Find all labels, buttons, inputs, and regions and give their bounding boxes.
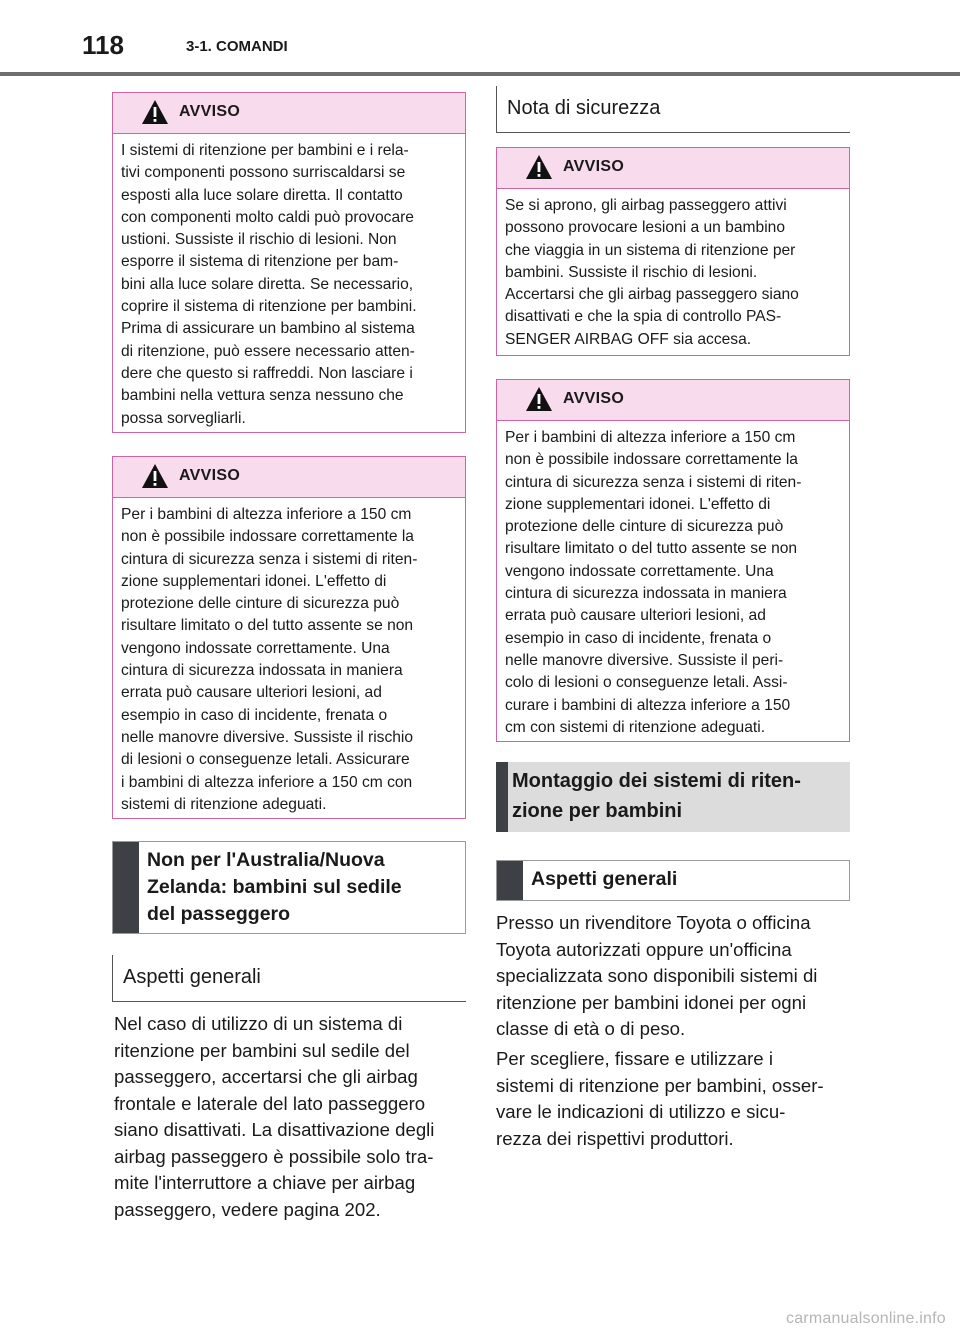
page-number: 118 xyxy=(82,30,124,60)
warning-text: Per i bambini di altezza inferiore a 150 cm non è possibile indossare correttamente la cintura di sicurezza senza i sistemi di riten- zione supplementari idonei. L'effetto di protezione delle cinture di sicurezza può risultare limitato o del tutto assente se non vengono indossate correttamente. Una cintura di sicurezza indossata in maniera errata può causare ulteriori lesioni, ad esempio in caso di incidente, frenata o nelle manovre diversive. Sussiste il rischio di lesioni o conseguenze letali. Assicurare i bambini di altezza inferiore a 150 cm con sistemi di ritenzione adeguati. xyxy=(121,506,418,813)
body-paragraph: Presso un rivenditore Toyota o officina Toyota autorizzati oppure un'officina specializzata sono disponibili sistemi di ritenzione per bambini idonei per ogni classe di età o di peso. xyxy=(496,912,818,1039)
warning-triangle-icon xyxy=(525,154,553,180)
heading-text: Aspetti generali xyxy=(531,868,678,890)
warning-label: AVVISO xyxy=(179,103,241,120)
warning-text: I sistemi di ritenzione per bambini e i rela- tivi componenti possono surriscaldarsi se esposti alla luce solare diretta. Il contatto con componenti molto caldi può provocare ustioni. Sussiste il rischio di lesioni. Non esporre il sistema di ritenzione per bam- bini alla luce solare diretta. Se necessario, coprire il sistema di ritenzione per bambini. Prima di assicurare un bambino al sistema di ritenzione, può essere necessario atten- dere che questo si raffreddi. Non lasciare i bambini nella vettura senza nessuno che possa sorvegliarli. xyxy=(121,142,417,427)
heading-text: Montaggio dei sistemi di riten- zione per bambini xyxy=(512,770,801,822)
warning-triangle-icon xyxy=(141,99,169,125)
subsection-title xyxy=(112,955,466,1002)
heading-bar xyxy=(113,842,139,933)
warning-triangle-icon xyxy=(525,386,553,412)
warning-box xyxy=(496,379,850,742)
heading-bar xyxy=(497,861,523,900)
heading-text: Non per l'Australia/Nuova Zelanda: bambini sul sedile del passeggero xyxy=(147,849,402,925)
warning-label: AVVISO xyxy=(563,390,625,407)
chapter-title: 3-1. COMANDI xyxy=(186,38,288,55)
chapter-section-heading xyxy=(496,762,850,832)
warning-header xyxy=(113,457,465,498)
section-heading xyxy=(496,860,850,901)
warning-box xyxy=(112,92,466,433)
warning-label: AVVISO xyxy=(179,467,241,484)
heading-bar xyxy=(496,762,508,832)
body-paragraph: Nel caso di utilizzo di un sistema di ritenzione per bambini sul sedile del passeggero, accertarsi che gli airbag frontale e laterale del lato passeggero siano disattivati. La disattivazione degli airbag passeggero è possibile solo tra- mite l'interruttore a chiave per airbag passeggero, vedere pagina 202. xyxy=(114,1013,435,1220)
subsection-title-text: Nota di sicurezza xyxy=(507,97,661,119)
warning-box xyxy=(112,456,466,819)
section-heading xyxy=(112,841,466,934)
warning-box xyxy=(496,147,850,356)
watermark: carmanualsonline.info xyxy=(786,1310,946,1327)
warning-text: Se si aprono, gli airbag passeggero attivi possono provocare lesioni a un bambino che viaggia in un sistema di ritenzione per bambini. Sussiste il rischio di lesioni. Accertarsi che gli airbag passeggero siano disattivati e che la spia di controllo PAS- SENGER AIRBAG OFF sia accesa. xyxy=(505,197,799,348)
warning-triangle-icon xyxy=(141,463,169,489)
subsection-title xyxy=(496,86,850,133)
warning-header xyxy=(113,93,465,134)
warning-header xyxy=(497,148,849,189)
header-divider xyxy=(0,72,960,76)
warning-label: AVVISO xyxy=(563,158,625,175)
warning-text: Per i bambini di altezza inferiore a 150 cm non è possibile indossare correttamente la cintura di sicurezza senza i sistemi di riten- zione supplementari idonei. L'effetto di protezione delle cinture di sicurezza può risultare limitato o del tutto assente se non vengono indossate correttamente. Una cintura di sicurezza indossata in maniera errata può causare ulteriori lesioni, ad esempio in caso di incidente, frenata o nelle manovre diversive. Sussiste il peri- colo di lesioni o conseguenze letali. Assi- curare i bambini di altezza inferiore a 150 cm con sistemi di ritenzione adeguati. xyxy=(505,429,802,736)
body-paragraph: Per scegliere, fissare e utilizzare i sistemi di ritenzione per bambini, osser- vare le indicazioni di utilizzo e sicu- rezza dei rispettivi produttori. xyxy=(496,1048,824,1149)
warning-header xyxy=(497,380,849,421)
page-header xyxy=(0,0,960,78)
subsection-title-text: Aspetti generali xyxy=(123,966,261,988)
